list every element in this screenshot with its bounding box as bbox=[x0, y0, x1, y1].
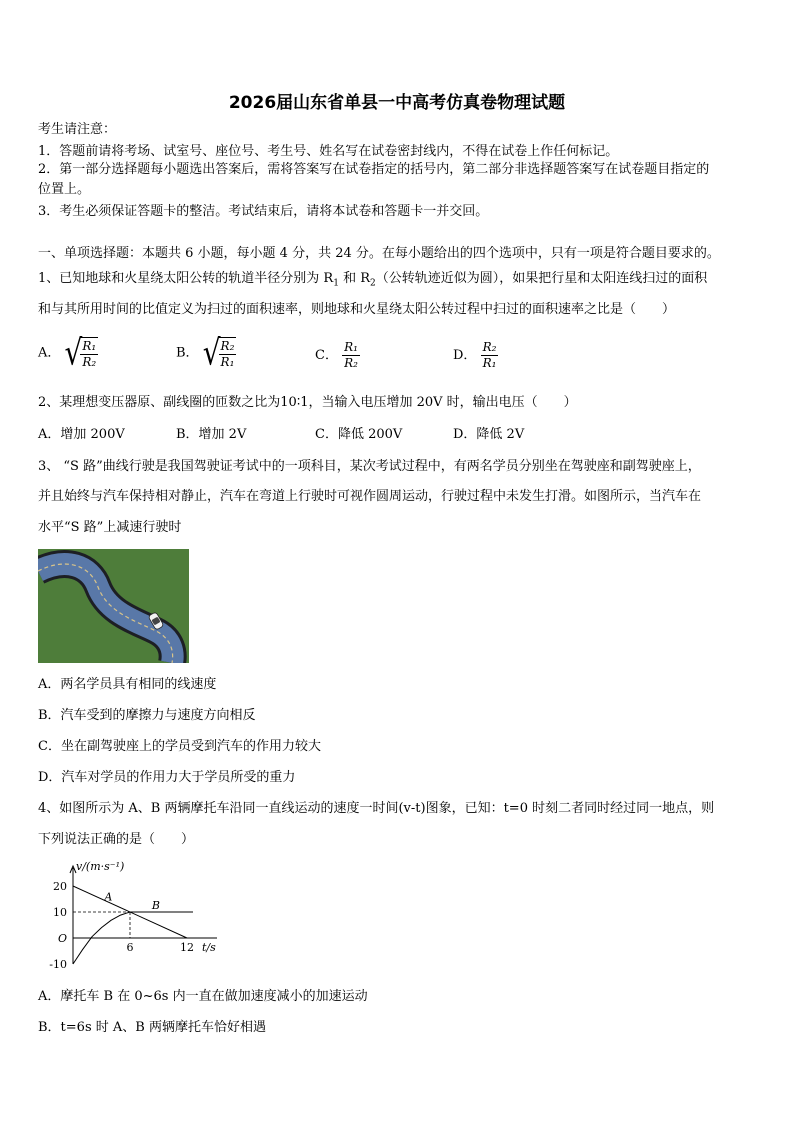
y-tick-label: 10 bbox=[53, 906, 67, 919]
question-3-line-3: 水平“S 路”上减速行驶时 bbox=[38, 520, 182, 535]
question-4-line-1: 4、如图所示为 A、B 两辆摩托车沿同一直线运动的速度一时间(v-t)图象，已知：t=0 时刻二者同时经过同一地点，则 bbox=[38, 801, 715, 816]
question-2: 2、某理想变压器原、副线圈的匝数之比为10∶1，当输入电压增加 20V 时，输出电压（ ） bbox=[38, 395, 577, 410]
notice-item: 位置上。 bbox=[38, 182, 91, 197]
y-tick-label: -10 bbox=[49, 958, 67, 971]
question-1-line-2: 和与其所用时间的比值定义为扫过的面积速率，则地球和火星绕太阳公转过程中扫过的面积速率之比是（ ） bbox=[38, 302, 676, 317]
notice-item: 1．答题前请将考场、试室号、座位号、考生号、姓名写在试卷密封线内，不得在试卷上作任何标记。 bbox=[38, 144, 619, 159]
q2-option-d[interactable]: D．降低 2V bbox=[453, 427, 525, 442]
question-3-line-1: 3、 “S 路”曲线行驶是我国驾驶证考试中的一项科目，某次考试过程中，有两名学员分别坐在驾驶座和副驾驶座上， bbox=[38, 459, 701, 474]
q4-option-b[interactable]: B．t=6s 时 A、B 两辆摩托车恰好相遇 bbox=[38, 1020, 266, 1035]
section-heading: 一、单项选择题：本题共 6 小题，每小题 4 分，共 24 分。在每小题给出的四个选项中，只有一项是符合题目要求的。 bbox=[38, 246, 720, 261]
q3-option-a[interactable]: A．两名学员具有相同的线速度 bbox=[38, 677, 217, 692]
y-tick-label: 20 bbox=[53, 880, 67, 893]
q4-option-a[interactable]: A．摩托车 B 在 0~6s 内一直在做加速度减小的加速运动 bbox=[38, 989, 368, 1004]
s-road-figure bbox=[38, 549, 189, 663]
q2-option-c[interactable]: C．降低 200V bbox=[315, 427, 403, 442]
y-axis-label: v/(m·s⁻¹) bbox=[76, 860, 125, 873]
q2-option-b[interactable]: B．增加 2V bbox=[176, 427, 247, 442]
q1-option-b[interactable]: B． √ $\frac{\text{R₂}}{\text{R₁}}$ bbox=[176, 331, 235, 373]
page-title: 2026届山东省单县一中高考仿真卷物理试题 bbox=[228, 93, 566, 113]
series-a-label: A bbox=[104, 890, 113, 904]
notice-item: 2．第一部分选择题每小题选出答案后，需将答案写在试卷指定的括号内，第二部分非选择题答案写在试卷题目指定的 bbox=[38, 162, 710, 177]
q1-option-a[interactable]: A． √ $\frac{\text{R₁}}{\text{R₂}}$ bbox=[38, 331, 97, 373]
q1-option-c[interactable]: C． $\frac{\text{R₁}}{\text{R₂}}$ bbox=[315, 340, 358, 370]
x-tick-label: 6 bbox=[126, 941, 134, 954]
question-1-line-1: 1、已知地球和火星绕太阳公转的轨道半径分别为 $R_1$ 和 $R_2$（公转轨迹近似为圆），如果把行星和太阳连线扫过的面积 bbox=[38, 271, 708, 289]
notice-item: 3．考生必须保证答题卡的整洁。考试结束后，请将本试卷和答题卡一并交回。 bbox=[38, 204, 489, 219]
notice-heading: 考生请注意： bbox=[38, 122, 117, 137]
v-t-chart bbox=[45, 858, 230, 976]
q3-option-c[interactable]: C．坐在副驾驶座上的学员受到汽车的作用力较大 bbox=[38, 739, 321, 754]
question-3-line-2: 并且始终与汽车保持相对静止，汽车在弯道上行驶时可视作圆周运动，行驶过程中未发生打滑。如图所示，当汽车在 bbox=[38, 489, 702, 504]
x-axis-label: t/s bbox=[202, 941, 216, 954]
q2-option-a[interactable]: A．增加 200V bbox=[38, 427, 125, 442]
q3-option-b[interactable]: B．汽车受到的摩擦力与速度方向相反 bbox=[38, 708, 256, 723]
x-tick-label: 12 bbox=[180, 941, 194, 954]
series-b-label: B bbox=[151, 898, 160, 912]
origin-label: O bbox=[57, 932, 67, 945]
q3-option-d[interactable]: D．汽车对学员的作用力大于学员所受的重力 bbox=[38, 770, 296, 785]
q1-option-d[interactable]: D． $\frac{\text{R₂}}{\text{R₁}}$ bbox=[453, 340, 497, 370]
question-4-line-2: 下列说法正确的是（ ） bbox=[38, 832, 195, 847]
